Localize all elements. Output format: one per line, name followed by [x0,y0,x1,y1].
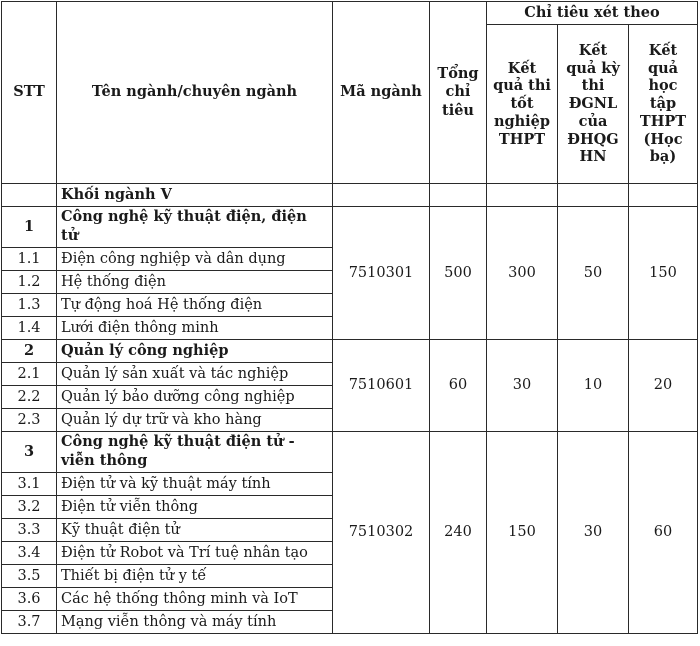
block-dgnl-cell [558,184,629,207]
row-stt: 3.1 [2,473,57,496]
specialization-name: Thiết bị điện tử y tế [57,565,333,588]
specialization-name: Điện tử và kỹ thuật máy tính [57,473,333,496]
program-code: 7510302 [333,432,430,634]
row-stt: 2.1 [2,363,57,386]
total-quota: 500 [430,207,487,340]
specialization-name: Các hệ thống thông minh và IoT [57,588,333,611]
header-thpt-exam: Kết quả thi tốt nghiệp THPT [487,25,558,184]
header-total-quota: Tổng chỉ tiêu [430,2,487,184]
quota-dgnl: 30 [558,432,629,634]
specialization-name: Quản lý dự trữ và kho hàng [57,409,333,432]
block-hocba-cell [629,184,698,207]
row-stt: 3.2 [2,496,57,519]
header-stt: STT [2,2,57,184]
row-stt: 1.3 [2,294,57,317]
quota-hoc-ba: 150 [629,207,698,340]
admissions-quota-table [1,1,698,634]
row-stt: 3 [2,432,57,473]
quota-thpt-exam: 300 [487,207,558,340]
specialization-name: Điện công nghiệp và dân dụng [57,248,333,271]
specialization-name: Điện tử viễn thông [57,496,333,519]
row-stt: 2.2 [2,386,57,409]
group-name: Công nghệ kỹ thuật điện tử - viễn thông [57,432,333,473]
block-total-cell [430,184,487,207]
header-quota-by-method: Chỉ tiêu xét theo [487,2,698,25]
row-stt: 2.3 [2,409,57,432]
header-dgnl-exam: Kết quả kỳ thi ĐGNL của ĐHQG HN [558,25,629,184]
specialization-name: Điện tử Robot và Trí tuệ nhân tạo [57,542,333,565]
row-stt: 3.5 [2,565,57,588]
specialization-name: Quản lý sản xuất và tác nghiệp [57,363,333,386]
quota-hoc-ba: 60 [629,432,698,634]
program-code: 7510601 [333,340,430,432]
row-stt: 1 [2,207,57,248]
row-stt: 3.6 [2,588,57,611]
quota-dgnl: 10 [558,340,629,432]
header-program-name: Tên ngành/chuyên ngành [57,2,333,184]
row-stt: 1.4 [2,317,57,340]
block-stt-cell [2,184,57,207]
row-stt: 1.1 [2,248,57,271]
row-stt: 1.2 [2,271,57,294]
specialization-name: Lưới điện thông minh [57,317,333,340]
total-quota: 240 [430,432,487,634]
specialization-name: Tự động hoá Hệ thống điện [57,294,333,317]
header-program-code: Mã ngành [333,2,430,184]
quota-dgnl: 50 [558,207,629,340]
header-hoc-ba: Kết quả học tập THPT (Học bạ) [629,25,698,184]
block-thpt-cell [487,184,558,207]
specialization-name: Kỹ thuật điện tử [57,519,333,542]
table-row [2,207,698,248]
table-row [2,432,698,473]
specialization-name: Hệ thống điện [57,271,333,294]
block-code-cell [333,184,430,207]
table-row [2,340,698,363]
row-stt: 2 [2,340,57,363]
row-stt: 3.7 [2,611,57,634]
row-stt: 3.3 [2,519,57,542]
row-stt: 3.4 [2,542,57,565]
group-name: Quản lý công nghiệp [57,340,333,363]
total-quota: 60 [430,340,487,432]
specialization-name: Mạng viễn thông và máy tính [57,611,333,634]
specialization-name: Quản lý bảo dưỡng công nghiệp [57,386,333,409]
block-label: Khối ngành V [57,184,333,207]
quota-hoc-ba: 20 [629,340,698,432]
group-name: Công nghệ kỹ thuật điện, điện tử [57,207,333,248]
quota-thpt-exam: 30 [487,340,558,432]
quota-thpt-exam: 150 [487,432,558,634]
program-code: 7510301 [333,207,430,340]
